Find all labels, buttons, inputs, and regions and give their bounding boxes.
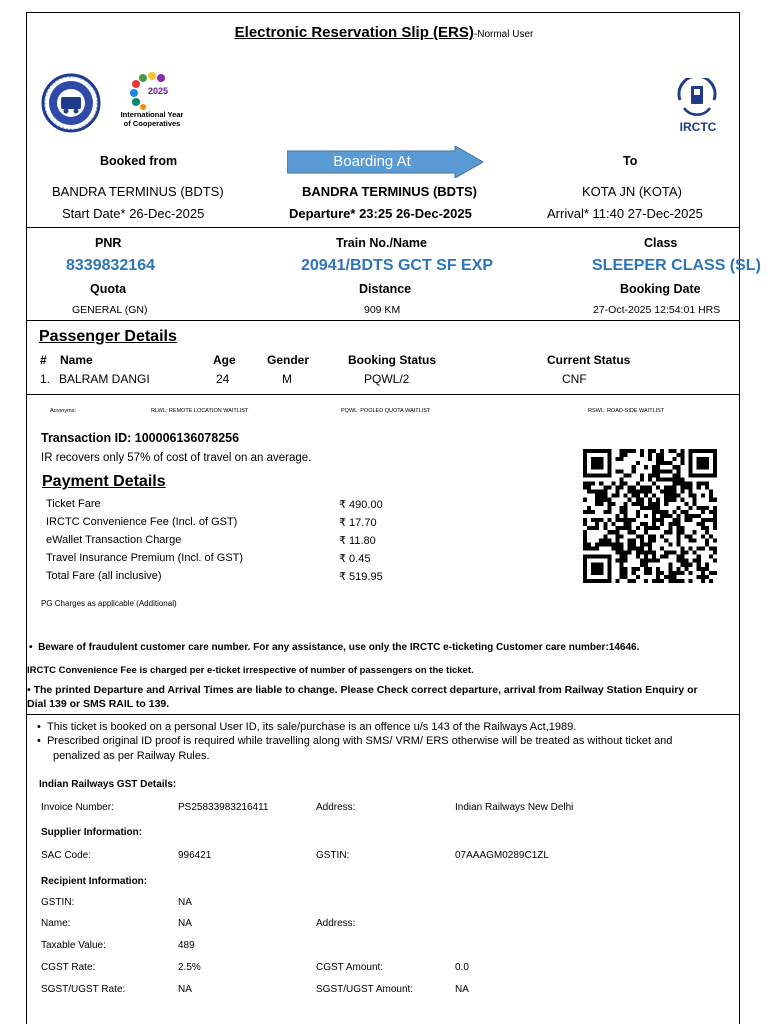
class-value: SLEEPER CLASS (SL) bbox=[592, 257, 761, 274]
boarding-station: BANDRA TERMINUS (BDTS) bbox=[302, 184, 478, 199]
indian-railways-logo bbox=[41, 73, 101, 133]
pay-item-amount: ₹ 17.70 bbox=[339, 517, 377, 529]
pay-item-label: Ticket Fare bbox=[46, 498, 101, 510]
sgst-rate-label: SGST/UGST Rate: bbox=[41, 984, 126, 995]
coop-year-text: 2025 bbox=[148, 86, 169, 96]
class-label: Class bbox=[644, 236, 678, 250]
acronym-pqwl: PQWL: POOLED QUOTA WAITLIST bbox=[341, 408, 431, 414]
acronym-rlwl: RLWL: REMOTE LOCATION WAITLIST bbox=[151, 408, 249, 414]
start-date: Start Date* 26-Dec-2025 bbox=[62, 206, 205, 221]
bullet-icon: • bbox=[27, 684, 34, 696]
irctc-logo bbox=[666, 78, 728, 122]
arrival-time: Arrival* 11:40 27-Dec-2025 bbox=[547, 206, 703, 221]
passenger-current-status: CNF bbox=[562, 372, 587, 386]
times-notice-line1: The printed Departure and Arrival Times are liable to change. Please Check correct departure, arrival from Railway Station Enquiry or bbox=[33, 684, 698, 696]
divider bbox=[26, 320, 740, 321]
id-proof-notice bbox=[37, 735, 672, 747]
pay-item-amount: ₹ 490.00 bbox=[339, 499, 383, 511]
ers-subtitle: -Normal User bbox=[473, 29, 534, 40]
pay-item-label: IRCTC Convenience Fee (Incl. of GST) bbox=[46, 516, 238, 528]
acronyms-label: Acronyms: bbox=[50, 408, 76, 414]
quota-label: Quota bbox=[90, 282, 127, 296]
invoice-value: PS25833983216411 bbox=[178, 802, 269, 813]
pnr-label: PNR bbox=[95, 236, 122, 250]
times-notice bbox=[27, 684, 698, 696]
gstin-value: 07AAAGM0289C1ZL bbox=[455, 850, 549, 861]
passenger-gender: M bbox=[282, 372, 292, 386]
transaction-id: Transaction ID: 100006136078256 bbox=[41, 431, 240, 445]
address-value: Indian Railways New Delhi bbox=[455, 802, 574, 813]
passenger-name: BALRAM DANGI bbox=[59, 372, 150, 386]
sac-label: SAC Code: bbox=[41, 850, 92, 861]
passenger-details-title: Passenger Details bbox=[39, 328, 177, 345]
col-num-header: # bbox=[40, 353, 47, 367]
pnr-value: 8339832164 bbox=[66, 257, 155, 274]
departure-time: Departure* 23:25 26-Dec-2025 bbox=[289, 206, 472, 221]
cgst-rate-label: CGST Rate: bbox=[41, 962, 96, 973]
passenger-age: 24 bbox=[216, 372, 230, 386]
times-notice-line2: Dial 139 or SMS RAIL to 139. bbox=[27, 698, 170, 710]
id-proof-notice-text: Prescribed original ID proof is required while travelling along with SMS/ VRM/ ERS otherwise will be treated as without ticket and bbox=[46, 735, 673, 747]
supplier-title: Supplier Information: bbox=[41, 827, 143, 838]
recovery-note: IR recovers only 57% of cost of travel on an average. bbox=[41, 452, 312, 464]
to-label: To bbox=[623, 154, 638, 168]
coop-caption-line2: of Cooperatives bbox=[123, 119, 181, 128]
booking-date-value: 27-Oct-2025 12:54:01 HRS bbox=[593, 304, 721, 316]
gst-title: Indian Railways GST Details: bbox=[39, 779, 177, 790]
personal-id-notice-text: This ticket is booked on a personal User ID, its sale/purchase is an offence u/s 143 of the Railways Act,1989. bbox=[46, 721, 577, 733]
bullet-icon: • bbox=[37, 721, 47, 733]
sgst-amount-label: SGST/UGST Amount: bbox=[316, 984, 414, 995]
recipient-address-label: Address: bbox=[316, 918, 356, 929]
quota-value: GENERAL (GN) bbox=[72, 304, 148, 316]
booking-date-label: Booking Date bbox=[620, 282, 701, 296]
sac-value: 996421 bbox=[178, 850, 212, 861]
distance-value: 909 KM bbox=[364, 304, 401, 316]
document-title bbox=[0, 24, 768, 41]
bullet-icon: • bbox=[29, 642, 39, 653]
qr-code bbox=[583, 449, 717, 583]
sgst-rate-value: NA bbox=[178, 984, 192, 995]
pay-item-label: Travel Insurance Premium (Incl. of GST) bbox=[46, 552, 244, 564]
train-label: Train No./Name bbox=[336, 236, 427, 250]
cgst-amount-value: 0.0 bbox=[455, 962, 469, 973]
pay-item-label: Total Fare (all inclusive) bbox=[46, 570, 162, 582]
pay-item-amount: ₹ 11.80 bbox=[339, 535, 376, 547]
col-current-status-header: Current Status bbox=[547, 353, 631, 367]
to-station: KOTA JN (KOTA) bbox=[582, 184, 682, 199]
pay-item-amount: ₹ 0.45 bbox=[339, 553, 371, 565]
booked-from-label: Booked from bbox=[100, 154, 178, 168]
personal-id-notice bbox=[37, 721, 576, 733]
recipient-gstin-value: NA bbox=[178, 897, 192, 908]
recipient-gstin-label: GSTIN: bbox=[41, 897, 75, 908]
col-age-header: Age bbox=[213, 353, 236, 367]
recipient-title: Recipient Information: bbox=[41, 876, 148, 887]
ers-title: Electronic Reservation Slip (ERS) bbox=[234, 24, 474, 41]
gstin-label: GSTIN: bbox=[316, 850, 350, 861]
irctc-logo-text: IRCTC bbox=[679, 120, 717, 134]
from-station: BANDRA TERMINUS (BDTS) bbox=[52, 184, 224, 199]
divider bbox=[26, 227, 740, 228]
sgst-amount-value: NA bbox=[455, 984, 469, 995]
recipient-name-label: Name: bbox=[41, 918, 71, 929]
acronym-rswl: RSWL: ROAD-SIDE WAITLIST bbox=[588, 408, 665, 414]
boarding-at-label: Boarding At bbox=[333, 153, 411, 170]
col-gender-header: Gender bbox=[267, 353, 310, 367]
pay-item-label: eWallet Transaction Charge bbox=[46, 534, 182, 546]
fraud-notice bbox=[29, 642, 639, 653]
passenger-booking-status: PQWL/2 bbox=[364, 372, 410, 386]
fraud-notice-text: Beware of fraudulent customer care number. For any assistance, use only the IRCTC e-ticketing Customer care number:14646. bbox=[38, 642, 640, 653]
bullet-icon: • bbox=[37, 735, 47, 747]
distance-label: Distance bbox=[359, 282, 412, 296]
col-booking-status-header: Booking Status bbox=[348, 353, 437, 367]
payment-details-title: Payment Details bbox=[42, 473, 166, 490]
coop-caption bbox=[112, 110, 192, 128]
divider bbox=[26, 714, 740, 715]
taxable-value: 489 bbox=[178, 940, 195, 951]
cooperatives-logo bbox=[126, 72, 176, 110]
cgst-rate-value: 2.5% bbox=[178, 962, 201, 973]
cgst-amount-label: CGST Amount: bbox=[316, 962, 384, 973]
pay-item-amount: ₹ 519.95 bbox=[339, 571, 383, 583]
invoice-label: Invoice Number: bbox=[41, 802, 114, 813]
col-name-header: Name bbox=[60, 353, 93, 367]
coop-caption-line1: International Year bbox=[120, 110, 184, 119]
id-proof-notice-line2: penalized as per Railway Rules. bbox=[53, 750, 210, 762]
divider bbox=[26, 394, 740, 395]
address-label: Address: bbox=[316, 802, 356, 813]
train-value: 20941/BDTS GCT SF EXP bbox=[301, 257, 494, 274]
recipient-name-value: NA bbox=[178, 918, 192, 929]
taxable-label: Taxable Value: bbox=[41, 940, 106, 951]
convenience-notice: IRCTC Convenience Fee is charged per e-ticket irrespective of number of passengers on the ticket. bbox=[27, 665, 474, 676]
passenger-num: 1. bbox=[40, 372, 51, 386]
pg-charges-note: PG Charges as applicable (Additional) bbox=[41, 599, 177, 608]
